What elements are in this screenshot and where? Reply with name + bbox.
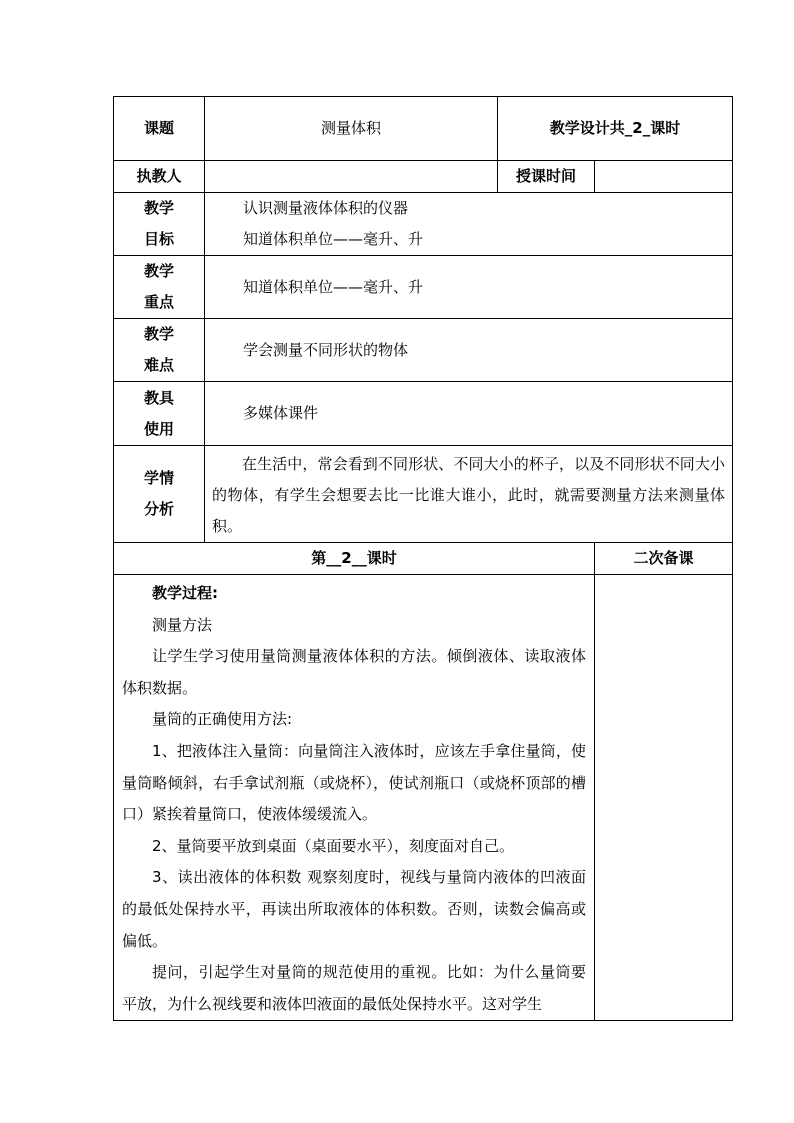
teacher-label: 执教人 [114, 161, 205, 193]
goals-label [114, 193, 205, 256]
tools-row [114, 382, 733, 446]
tools-label [114, 382, 205, 446]
keypoints-label-line1: 教学 [143, 262, 174, 280]
analysis-label-line2: 分析 [143, 500, 174, 518]
backup-content [595, 575, 733, 1021]
tools-label-line1: 教具 [143, 388, 174, 407]
process-p5: 2、量筒要平放到桌面（桌面要水平），刻度面对自己。 [152, 836, 515, 855]
time-value [595, 161, 733, 193]
backup-label: 二次备课 [595, 543, 733, 575]
analysis-label-line1: 学情 [143, 469, 174, 487]
difficulties-text: 学会测量不同形状的物体 [205, 319, 733, 382]
process-content [114, 575, 595, 1021]
analysis-row [114, 446, 733, 543]
process-p7: 提问，引起学生对量筒的规范使用的重视。比如：为什么量筒要平放，为什么视线要和液体凹液面的最低处保持水平。这对学生 [122, 963, 586, 1013]
keypoints-label [114, 256, 205, 319]
goals-line1: 认识测量液体体积的仪器 [243, 199, 409, 217]
goals-label-line1: 教学 [143, 199, 174, 217]
process-p2: 让学生学习使用量筒测量液体体积的方法。倾倒液体、读取液体体积数据。 [122, 647, 586, 697]
teacher-row [114, 161, 733, 193]
time-label: 授课时间 [498, 161, 595, 193]
difficulties-row [114, 319, 733, 382]
process-p4: 1、把液体注入量筒：向量筒注入液体时，应该左手拿住量筒，使量筒略倾斜，右手拿试剂瓶（或烧杯），使试剂瓶口（或烧杯顶部的槽口）紧挨着量筒口，使液体缓缓流入。 [122, 741, 586, 824]
period-label: 第__2__课时 [114, 543, 595, 575]
process-p3: 量筒的正确使用方法: [152, 710, 293, 729]
lesson-header-row [114, 543, 733, 575]
goals-label-line2: 目标 [143, 230, 174, 248]
tools-text: 多媒体课件 [205, 382, 733, 446]
topic-value: 测量体积 [205, 97, 498, 161]
difficulties-label-line1: 教学 [143, 325, 174, 343]
topic-row [114, 97, 733, 161]
goals-line2: 知道体积单位——毫升、升 [243, 230, 424, 248]
goals-content [205, 193, 733, 256]
keypoints-row [114, 256, 733, 319]
analysis-label [114, 446, 205, 543]
process-p6: 3、读出液体的体积数 观察刻度时，视线与量筒内液体的凹液面的最低处保持水平，再读出所取液体的体积数。否则，读数会偏高或偏低。 [122, 868, 586, 950]
analysis-text: 在生活中，常会看到不同形状、不同大小的杯子，以及不同形状不同大小的物体，有学生会想要去比一比谁大谁小，此时，就需要测量方法来测量体积。 [205, 446, 733, 543]
lesson-plan-table [113, 96, 733, 1021]
design-info: 教学设计共_2_课时 [498, 97, 733, 161]
difficulties-label [114, 319, 205, 382]
keypoints-text: 知道体积单位——毫升、升 [205, 256, 733, 319]
topic-label: 课题 [114, 97, 205, 161]
process-p1: 测量方法 [152, 615, 213, 634]
process-row [114, 575, 733, 1021]
teacher-value [205, 161, 498, 193]
keypoints-label-line2: 重点 [143, 293, 174, 311]
goals-row [114, 193, 733, 256]
tools-label-line2: 使用 [143, 419, 174, 438]
difficulties-label-line2: 难点 [143, 356, 174, 374]
process-title: 教学过程: [152, 584, 218, 602]
